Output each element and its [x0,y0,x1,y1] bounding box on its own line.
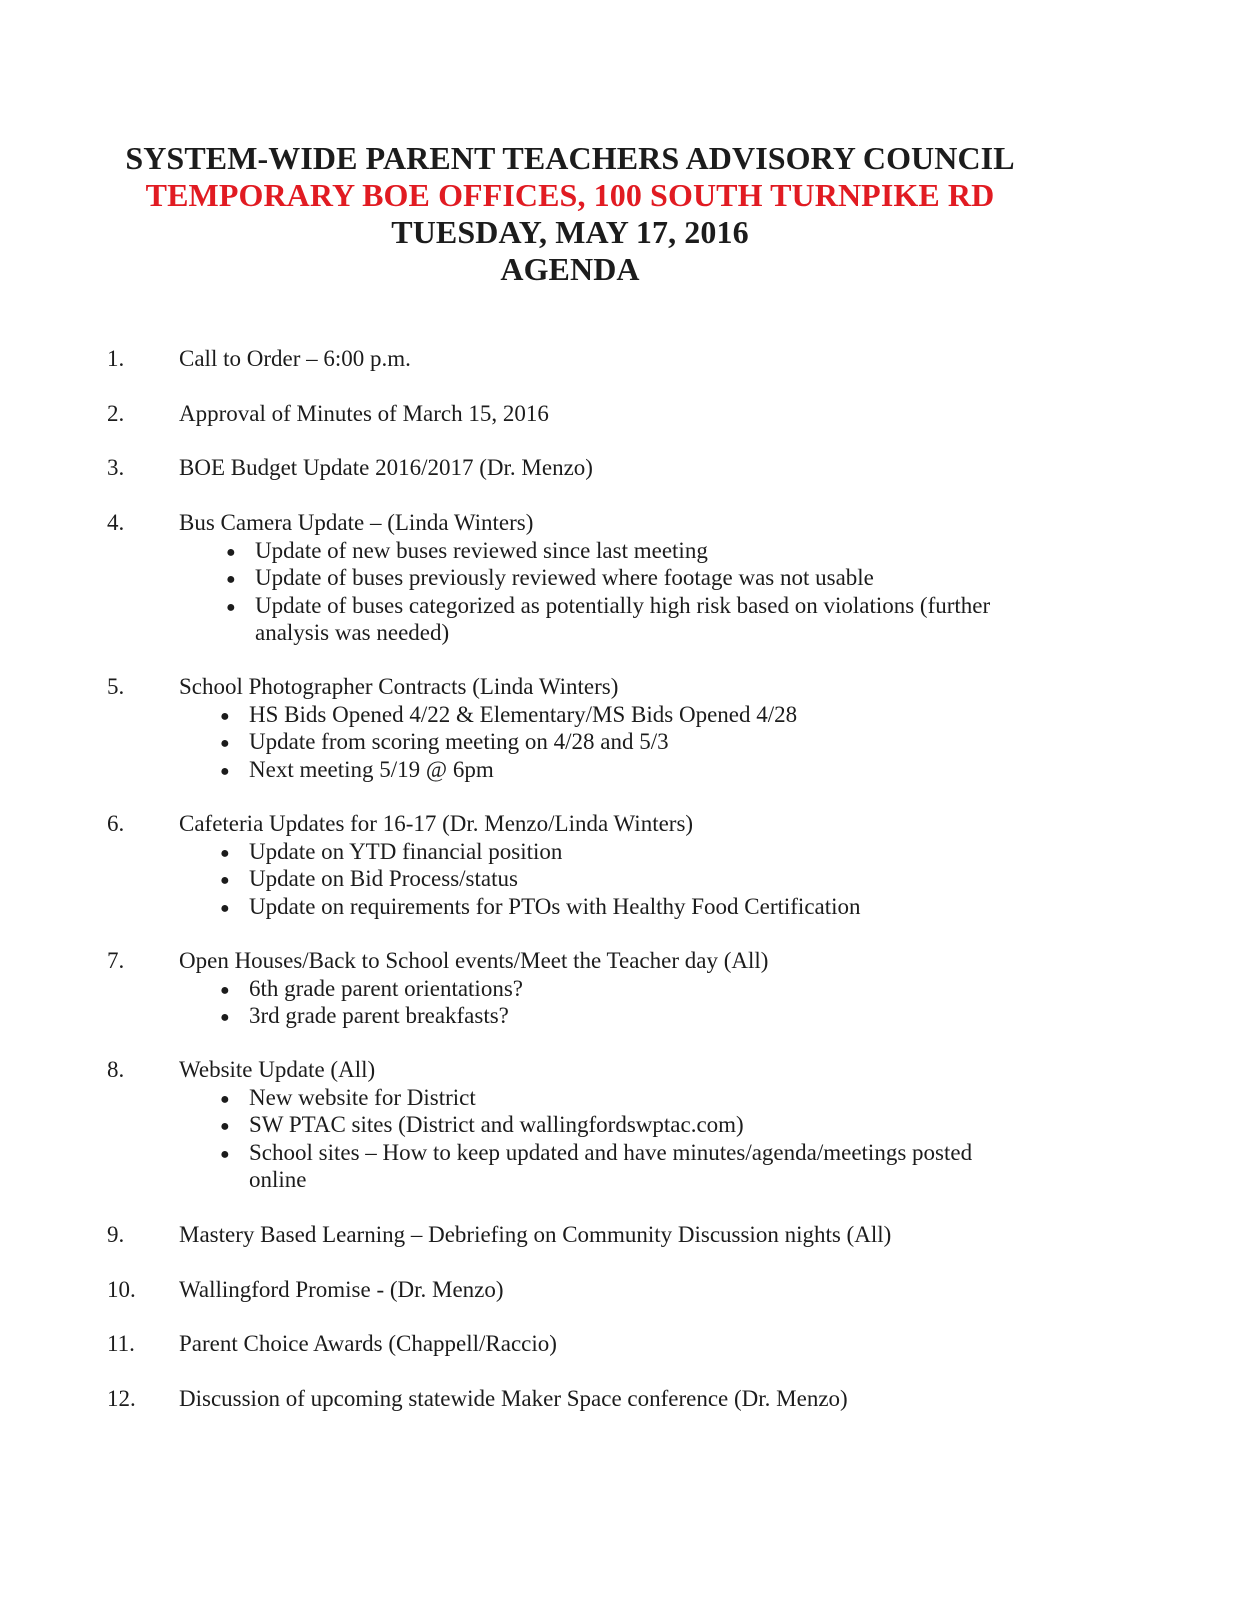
bullet-icon: ● [220,707,230,725]
agenda-item [0,1221,1237,1249]
agenda-subitem-list [0,537,1237,647]
agenda-item-title: Website Update (All) [179,1057,376,1082]
agenda-subitem [0,893,1020,921]
bullet-icon: ● [220,981,230,999]
agenda-item-title: Mastery Based Learning – Debriefing on Community Discussion nights (All) [179,1222,892,1247]
bullet-icon: ● [226,571,236,588]
agenda-item [0,1385,1237,1413]
agenda-subitem-text: 3rd grade parent breakfasts? [249,1003,509,1028]
agenda-item [0,400,1237,428]
agenda-item [0,1056,1237,1194]
agenda-subitem [0,537,1020,565]
bullet-icon: ● [220,844,230,862]
agenda-subitem-text: HS Bids Opened 4/22 & Elementary/MS Bids Opened 4/28 [249,701,798,727]
meeting-location: TEMPORARY BOE OFFICES, 100 SOUTH TURNPIKE RD [145,177,995,213]
agenda-item-title: Discussion of upcoming statewide Maker Space conference (Dr. Menzo) [179,1386,848,1411]
agenda-item-number: 11. [107,1331,135,1356]
agenda-item-number: 9. [107,1222,125,1247]
agenda-subitem-text: School sites – How to keep updated and have minutes/agenda/meetings posted online [249,1139,973,1192]
agenda-subitem-list [0,701,1237,784]
agenda-item [0,345,1237,373]
agenda-subitem [0,838,1020,866]
agenda-subitem [0,592,1020,647]
agenda-subitem-text: Update on requirements for PTOs with Healthy Food Certification [249,893,861,919]
agenda-item-number: 4. [107,510,125,535]
bullet-icon: ● [220,872,230,889]
agenda-subitem-text: Update of buses previously reviewed where footage was not usable [255,565,874,590]
agenda-item-title: Call to Order – 6:00 p.m. [179,346,411,371]
meeting-date: TUESDAY, MAY 17, 2016 [391,214,749,250]
agenda-subitem-text: Update of buses categorized as potentially high risk based on violations (further analysis was needed) [255,592,991,645]
agenda-item [0,810,1237,920]
agenda-item-title: Bus Camera Update – (Linda Winters) [179,510,534,535]
agenda-item-number: 6. [107,811,125,836]
agenda-item [0,673,1237,783]
bullet-icon: ● [220,762,230,780]
agenda-subitem-text: SW PTAC sites (District and wallingfordswptac.com) [249,1112,744,1137]
agenda-item [0,509,1237,647]
bullet-icon: ● [220,1145,230,1163]
agenda-item-number: 5. [107,674,125,699]
agenda-subitem-text: Update from scoring meeting on 4/28 and 5/3 [249,729,669,754]
bullet-icon: ● [226,598,236,616]
bullet-icon: ● [220,1009,230,1026]
document-header [0,140,1140,288]
bullet-icon: ● [220,899,230,917]
agenda-subitem [0,1002,1020,1030]
agenda-subitem [0,1084,1020,1112]
agenda-heading: AGENDA [500,251,640,287]
agenda-subitem [0,975,1020,1003]
agenda-item-title: School Photographer Contracts (Linda Winters) [179,674,619,699]
agenda-item [0,947,1237,1030]
agenda-subitem-list [0,838,1237,921]
agenda-item [0,1330,1237,1358]
agenda-item-title: Open Houses/Back to School events/Meet the Teacher day (All) [179,948,769,973]
agenda-item-number: 1. [107,346,125,371]
agenda-item-number: 3. [107,455,125,480]
bullet-icon: ● [220,735,230,752]
agenda-subitem-list [0,1084,1237,1194]
council-title: SYSTEM-WIDE PARENT TEACHERS ADVISORY COUNCIL [125,140,1015,176]
bullet-icon: ● [220,1090,230,1108]
agenda-item-number: 7. [107,948,125,973]
agenda-item [0,1276,1237,1304]
agenda-item-title: Cafeteria Updates for 16-17 (Dr. Menzo/Linda Winters) [179,811,694,836]
agenda-item-number: 8. [107,1057,125,1082]
agenda-item-title: Wallingford Promise - (Dr. Menzo) [179,1277,504,1302]
agenda-subitem-text: Next meeting 5/19 @ 6pm [249,756,494,782]
agenda-subitem [0,1111,1020,1139]
agenda-subitem [0,865,1020,893]
agenda-item-title: BOE Budget Update 2016/2017 (Dr. Menzo) [179,455,593,480]
agenda-item [0,454,1237,482]
agenda-item-number: 12. [107,1386,136,1411]
bullet-icon: ● [220,1118,230,1135]
agenda-subitem [0,564,1020,592]
agenda-item-title: Parent Choice Awards (Chappell/Raccio) [179,1331,557,1356]
agenda-subitem-text: Update on Bid Process/status [249,866,518,891]
agenda-item-number: 10. [107,1277,136,1302]
agenda-subitem [0,756,1020,784]
agenda-subitem [0,701,1020,729]
agenda-item-number: 2. [107,401,125,426]
agenda-subitem-text: New website for District [249,1084,476,1110]
bullet-icon: ● [226,543,236,561]
agenda-subitem [0,728,1020,756]
agenda-subitem-list [0,975,1237,1030]
agenda-subitem [0,1139,1020,1194]
agenda-subitem-text: Update on YTD financial position [249,838,563,864]
agenda-subitem-text: 6th grade parent orientations? [249,975,523,1001]
agenda-item-title: Approval of Minutes of March 15, 2016 [179,401,549,426]
agenda-subitem-text: Update of new buses reviewed since last meeting [255,537,708,563]
